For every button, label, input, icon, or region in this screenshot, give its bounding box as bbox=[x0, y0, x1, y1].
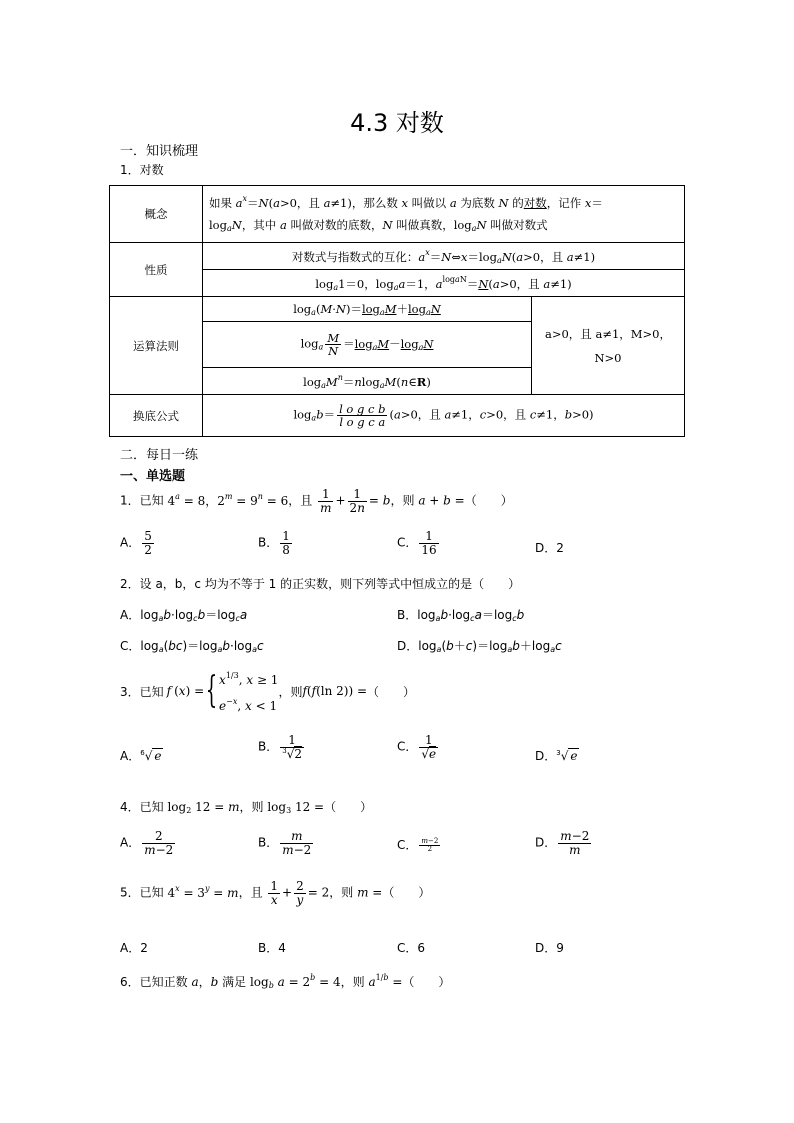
question-2: 2．设 a，b，c 均为不等于 1 的正实数，则下列等式中恒成立的是（ ） bbox=[120, 577, 521, 591]
q3-option-a[interactable]: A．$^6$√ e bbox=[120, 749, 162, 763]
q5-option-a[interactable]: A．2 bbox=[120, 941, 148, 955]
page-title: 4.3 对数 bbox=[350, 109, 444, 137]
ops-condition-line1: a>0，且 a≠1，M>0， bbox=[545, 326, 671, 341]
property-cell-1: 对数式与指数式的互化：$a^x=N\Leftrightarrow x=\log_aN(a>0$，且 a≠1) bbox=[203, 243, 685, 270]
row-label-property: 性质 bbox=[110, 243, 203, 297]
q2-option-d[interactable]: D．$\log_a(b+c)=\log_ab+\log_ac$ bbox=[397, 639, 562, 654]
question-3: 3． 已知 f (x) = { $x^{1/3}$, x ≥ 1 $e^{-x}$, x < 1 ，则 f(f(ln 2)) = （ ） bbox=[120, 670, 416, 713]
question-2-text: 设 a，b，c 均为不等于 1 的正实数，则下列等式中恒成立的是（ ） bbox=[139, 577, 521, 591]
q4-option-b[interactable]: B． $\frac{m}{m-2}$ bbox=[258, 829, 312, 857]
question-4: 4．已知 $\log_2 12 = m$，则 $\log_3 12$ =（ ） bbox=[120, 800, 373, 815]
subsection-logarithm: 1．对数 bbox=[120, 163, 164, 177]
q2-option-b[interactable]: B．$\log_ab\cdot\log_ca=\log_cb$ bbox=[397, 608, 525, 623]
row-label-concept: 概念 bbox=[110, 186, 203, 243]
q4-option-d[interactable]: D． $\frac{m-2}{m}$ bbox=[535, 829, 590, 857]
row-label-operations: 运算法则 bbox=[110, 297, 203, 395]
question-number: 1． bbox=[120, 493, 140, 508]
question-5: 5．已知 $4^x = 3^y = m$，且 $\frac{1}{x}$ + $\frac{2}{y}$ = 2，则 m =（ ） bbox=[120, 879, 431, 907]
knowledge-table bbox=[109, 185, 685, 437]
ops-product-rule: $\log_a(M\cdot N)=\log_aM+\log_aN$ bbox=[203, 297, 532, 322]
ops-quotient-rule: $\log_a$ $\frac{M}{N}$ $=\log_aM-\log_aN$ bbox=[203, 322, 532, 368]
q3-option-d[interactable]: D．$^3$√ e bbox=[535, 749, 578, 763]
section-heading-knowledge: 一．知识梳理 bbox=[120, 144, 199, 159]
q1-option-c[interactable]: C． $\frac{1}{16}$ bbox=[397, 529, 437, 557]
row-label-change-of-base: 换底公式 bbox=[110, 395, 203, 437]
q5-option-b[interactable]: B．4 bbox=[258, 941, 286, 955]
section-heading-single-choice: 一、单选题 bbox=[120, 469, 186, 484]
q3-option-b[interactable]: B． $\frac{1}{^3√2}$ bbox=[258, 733, 302, 761]
question-6: 6．已知正数 a，b 满足 $\log_b a = 2^b = 4$，则 $a^{1/b}$ =（ ） bbox=[120, 973, 451, 990]
concept-cell: 如果 $a^x=N(a>0$，且 a≠1)，那么数 x 叫做以 a 为底数 N 的对数，记作 x＝ $\log_aN$，其中 a 叫做对数的底数，N 叫做真数，$\log_aN$ 叫做对数式 bbox=[203, 186, 685, 243]
q4-option-a[interactable]: A． $\frac{2}{m-2}$ bbox=[120, 829, 174, 857]
q5-option-d[interactable]: D．9 bbox=[535, 941, 564, 955]
property-cell-2: $\log_a1=0$，$\log_aa=1$，$a^{logaN}=N(a>0$，且 a≠1) bbox=[203, 270, 685, 297]
q2-option-a[interactable]: A．$\log_ab\cdot\log_cb=\log_ca$ bbox=[120, 608, 248, 623]
change-of-base-formula: $\log_ab=$ $\frac{\text{l o g c b}}{\text{l o g c a}}$ (a>0，且 a≠1，c>0，且 c≠1，b>0) bbox=[203, 395, 685, 437]
ops-power-rule: $\log_aM^n=nlog_aM(n\in R)$ bbox=[203, 368, 532, 395]
question-1: 1．已知 $4^a = 8$，$2^m = 9^n = 6$，且 $\frac{1}{m}$ + $\frac{1}{2n}$ = b，则 a + b =（ ） bbox=[120, 487, 513, 515]
ops-condition-line2: N>0 bbox=[594, 350, 622, 365]
q4-option-c[interactable]: C． $\frac{m-2}{2}$ bbox=[397, 836, 439, 853]
q3-option-c[interactable]: C． $\frac{1}{√e}$ bbox=[397, 733, 437, 761]
q2-option-c[interactable]: C．$\log_a(bc)=\log_ab\cdot\log_ac$ bbox=[120, 639, 264, 654]
q1-option-a[interactable]: A． $\frac{5}{2}$ bbox=[120, 529, 152, 557]
ops-conditions bbox=[532, 297, 685, 395]
q1-option-d[interactable]: D．2 bbox=[535, 541, 564, 555]
q5-option-c[interactable]: C．6 bbox=[397, 941, 426, 955]
q1-option-b[interactable]: B． $\frac{1}{8}$ bbox=[258, 529, 290, 557]
section-heading-daily: 二．每日一练 bbox=[120, 448, 199, 463]
